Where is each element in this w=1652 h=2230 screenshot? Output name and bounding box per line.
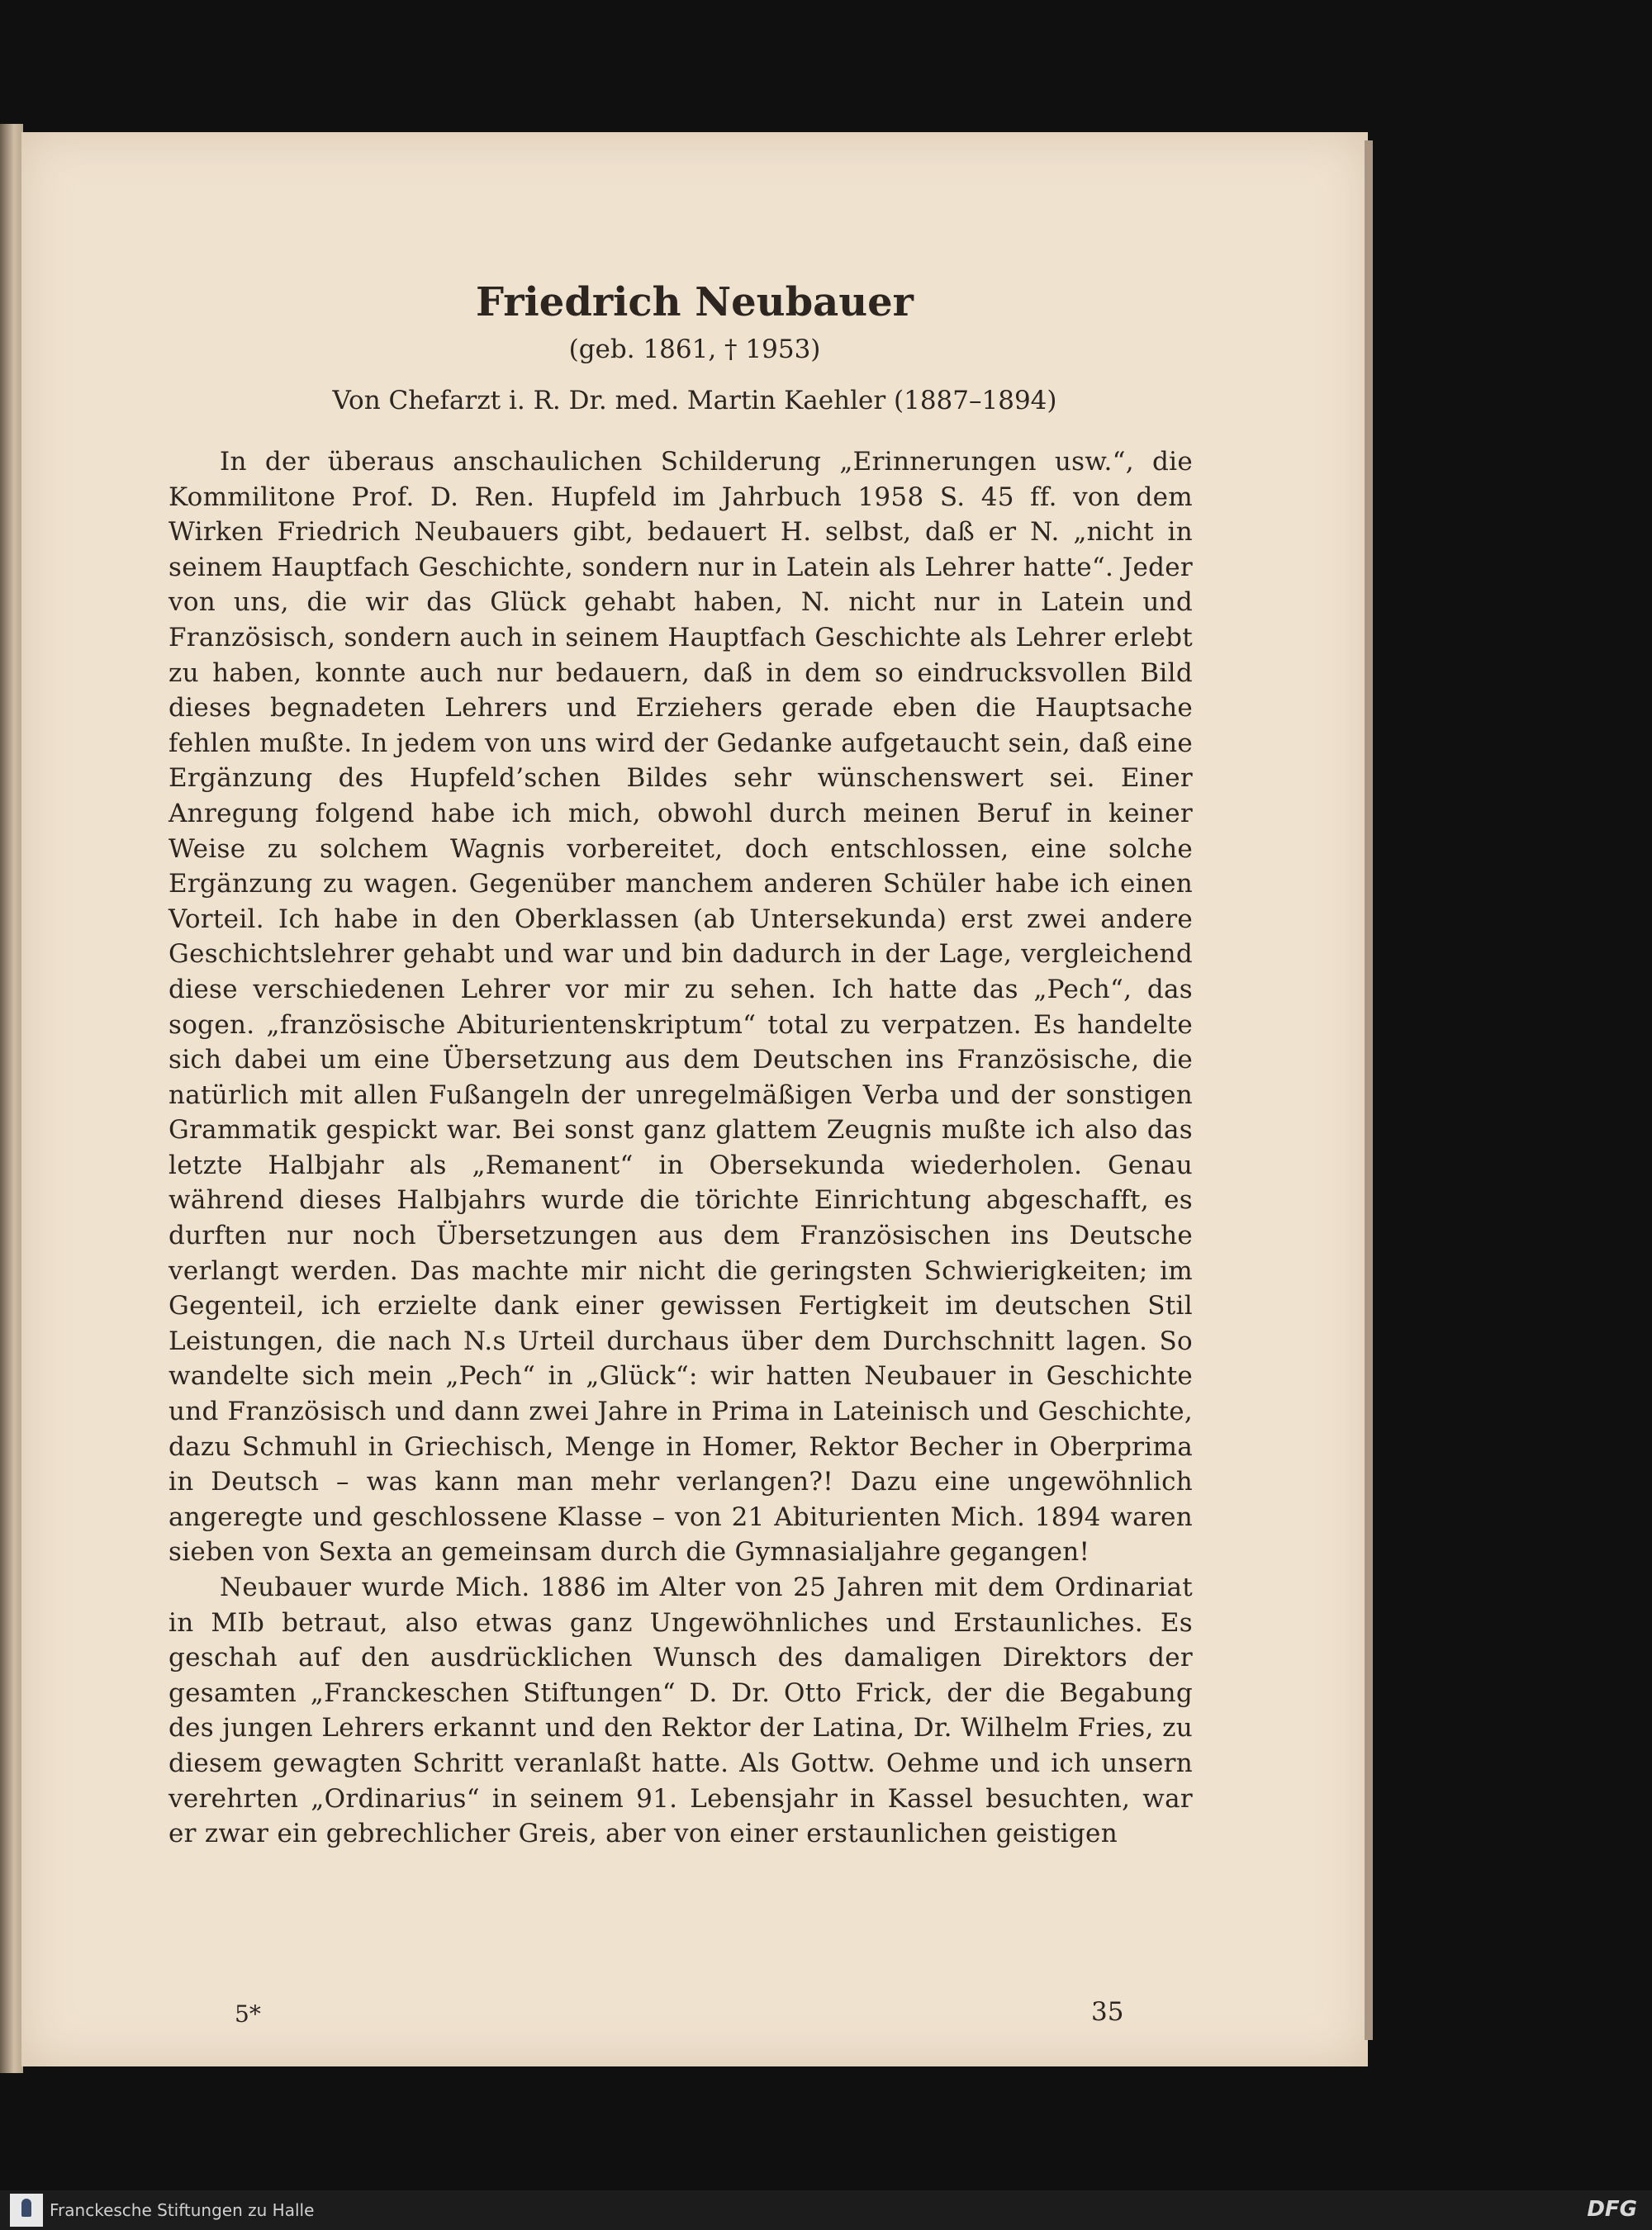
book-page — [21, 132, 1368, 2066]
institution-logo-icon[interactable] — [10, 2194, 43, 2227]
paragraph: In der überaus anschaulichen Schilderung „Erinnerungen usw.“, die Kommilitone Prof. D. Ren. Hupfeld im Jahrbuch 1958 S. 45 ff. von dem Wirken Friedrich Neubauers gibt, bedauert H. selbst, daß er N. „nicht in seinem Hauptfach Geschichte, sondern nur in Latein als Lehrer hatte“. Jeder von uns, die wir das Glück gehabt haben, N. nicht nur in Latein und Französisch, sondern auch in seinem Hauptfach Geschichte als Lehrer erlebt zu haben, konnte auch nur bedauern, daß in dem so eindrucksvollen Bild dieses begnadeten Lehrers und Erziehers gerade eben die Hauptsache fehlen mußte. In jedem von uns wird der Gedanke aufgetaucht sein, daß eine Ergänzung des Hupfeld’schen Bildes sehr wünschenswert sei. Einer Anregung folgend habe ich mich, obwohl durch meinen Beruf in keiner Weise zu solchem Wagnis vorbereitet, doch entschlossen, eine solche Ergänzung zu wagen. Gegenüber manchem anderen Schüler habe ich einen Vorteil. Ich habe in den Oberklassen (ab Untersekunda) erst zwei andere Geschichtslehrer gehabt und war und bin dadurch in der Lage, vergleichend diese verschiedenen Lehrer vor mir zu sehen. Ich hatte das „Pech“, das sogen. „französische Abiturientenskriptum“ total zu verpatzen. Es handelte sich dabei um eine Übersetzung aus dem Deutschen ins Französische, die natürlich mit allen Fußangeln der unregelmäßigen Verba und der sonstigen Grammatik gespickt war. Bei sonst ganz glattem Zeugnis mußte ich also das letzte Halbjahr als „Remanent“ in Obersekunda wiederholen. Genau während dieses Halbjahrs wurde die törichte Einrichtung abgeschafft, es durften nur noch Übersetzungen aus dem Französischen ins Deutsche verlangt werden. Das machte mir nicht die geringsten Schwierigkeiten; im Gegenteil, ich erzielte dank einer gewissen Fertigkeit im deutschen Stil Leistungen, die nach N.s Urteil durchaus über dem Durchschnitt lagen. So wandelte sich mein „Pech“ in „Glück“: wir hatten Neubauer in Geschichte und Französisch und dann zwei Jahre in Prima in Lateinisch und Geschichte, dazu Schmuhl in Griechisch, Menge in Homer, Rektor Becher in Oberprima in Deutsch – was kann man mehr verlangen?! Dazu eine ungewöhnlich angeregte und geschlossene Klasse – von 21 Abiturienten Mich. 1894 waren sieben von Sexta an gemeinsam durch die Gymnasialjahre gegangen! — [169, 447, 1193, 1568]
institution-label[interactable]: Franckesche Stiftungen zu Halle — [50, 2200, 315, 2220]
paragraph: Neubauer wurde Mich. 1886 im Alter von 25 Jahren mit dem Ordinariat in MIb betraut, also etwas ganz Ungewöhnliches und Erstaunliches. Es geschah auf den ausdrücklichen Wunsch des damaligen Direktors der gesamten „Franckeschen Stiftungen“ D. Dr. Otto Frick, der die Begabung des jungen Lehrers erkannt und den Rektor der Latina, Dr. Wilhelm Fries, zu diesem gewagten Schritt veranlaßt hatte. Als Gottw. Oehme und ich unsern verehrten „Ordinarius“ in seinem 91. Lebensjahr in Kassel besuchten, war er zwar ein gebrechlicher Greis, aber von einer erstaunlichen geistigen — [169, 1573, 1193, 1849]
article-subtitle: (geb. 1861, † 1953) — [568, 334, 821, 364]
viewer-bottom-bar — [0, 2190, 1652, 2230]
previous-page-edge — [0, 124, 23, 2073]
article-title: Friedrich Neubauer — [476, 279, 914, 325]
dfg-logo-icon[interactable]: DFG — [1587, 2197, 1637, 2222]
article-body — [169, 444, 1193, 1852]
signature-mark: 5* — [235, 2000, 261, 2028]
page-number: 35 — [1091, 1997, 1124, 2027]
article-author: Von Chefarzt i. R. Dr. med. Martin Kaehler (1887–1894) — [332, 386, 1057, 415]
page-edge — [1365, 140, 1373, 2040]
